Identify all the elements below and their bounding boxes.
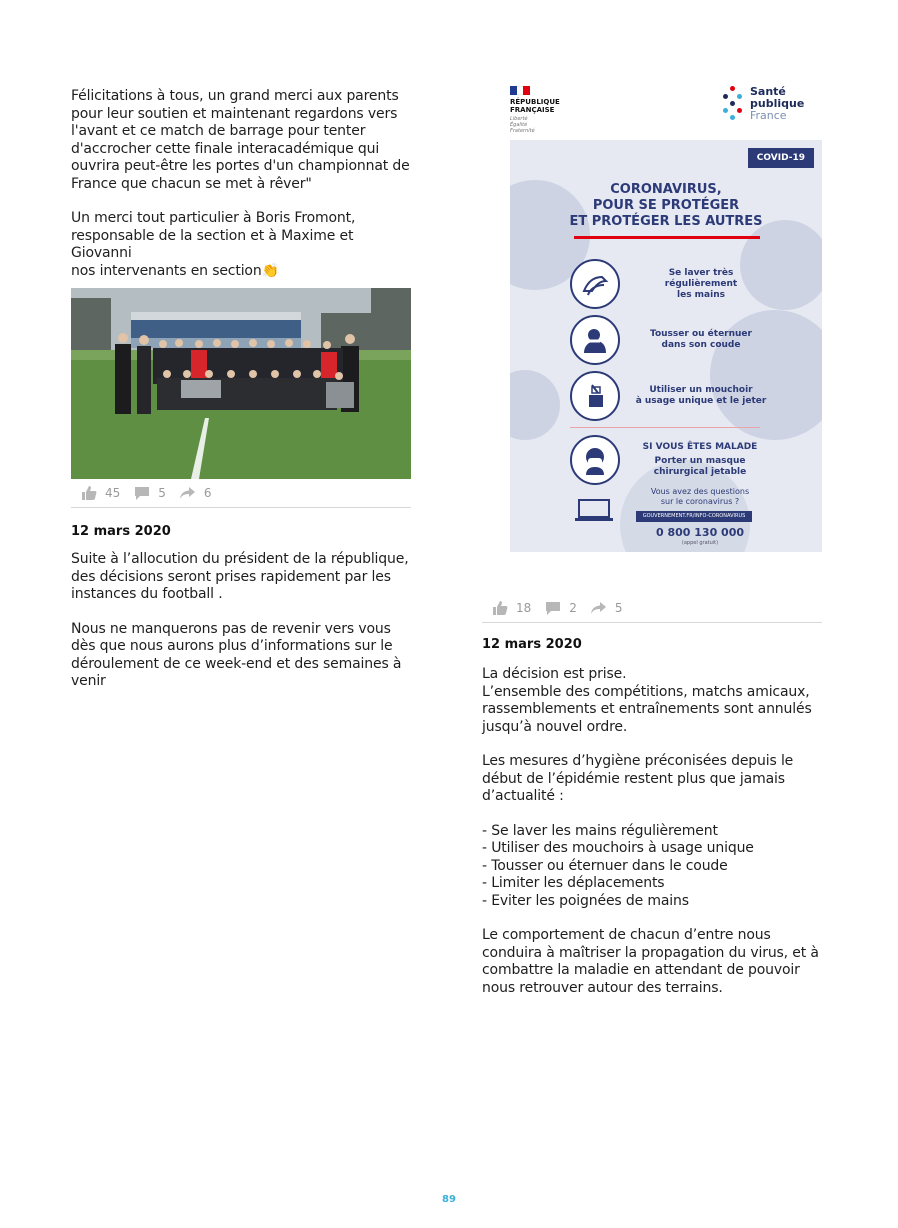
page-number: 89 xyxy=(442,1194,456,1205)
thumbs-up-icon xyxy=(81,486,97,500)
team-photo[interactable] xyxy=(71,288,411,479)
rf-label: RÉPUBLIQUE FRANÇAISE xyxy=(510,98,560,114)
post-date: 12 mars 2020 xyxy=(71,524,171,539)
poster-body xyxy=(510,140,822,552)
like-stat[interactable] xyxy=(492,601,531,615)
like-count: 45 xyxy=(105,486,121,500)
spf-name: Santé publique xyxy=(750,85,805,110)
phone-number: 0 800 130 000 xyxy=(655,526,745,539)
poster-title: CORONAVIRUS, POUR SE PROTÉGER ET PROTÉGER LES AUTRES xyxy=(569,182,763,229)
step-wash-hands xyxy=(570,258,770,310)
share-icon xyxy=(180,486,196,500)
phone-note: (appel gratuit) xyxy=(681,540,719,546)
like-stat[interactable] xyxy=(81,486,120,500)
comment-stat[interactable] xyxy=(545,601,577,615)
share-count: 5 xyxy=(614,601,623,615)
rf-motto: Liberté Égalité Fraternité xyxy=(510,116,535,134)
post-text: Le comportement de chacun d’entre nous conduira à maîtriser la propagation du virus, et à combattre la maladie en attendant de pouvoir nous retrouver autour des terrains. xyxy=(482,927,819,996)
website-bar: GOUVERNEMENT.FR/INFO-CORONAVIRUS xyxy=(636,511,752,522)
post-text: Suite à l’allocution du président de la république, des décisions seront prises rapidement par les instances du football . xyxy=(71,551,409,602)
face-mask-icon xyxy=(570,435,620,485)
share-stat[interactable] xyxy=(591,601,623,615)
comment-icon xyxy=(545,601,561,615)
wash-hands-icon xyxy=(570,259,620,309)
comment-icon xyxy=(134,486,150,500)
step-mask xyxy=(570,434,630,486)
thanks-text xyxy=(71,210,411,280)
share-icon xyxy=(591,601,607,615)
intro-text: Félicitations à tous, un grand merci aux parents pour leur soutien et maintenant regardons vers l'avant et ce match de barrage pour tenter d'accrocher cette finale interacadémique qui ouvrira peut-être les portes d'un championnat de France que chacun se met à rêver" xyxy=(71,88,410,192)
thanks-body: Un merci tout particulier à Boris Fromont, responsable de la section et à Maxime et Giovanni nos intervenants en section xyxy=(71,210,356,279)
thumbs-up-icon xyxy=(492,601,508,615)
title-underline xyxy=(574,236,760,239)
cough-elbow-icon xyxy=(570,315,620,365)
poster-separator xyxy=(570,427,760,428)
post-stats xyxy=(482,594,822,622)
clap-emoji: 👏 xyxy=(261,262,279,279)
step-cough-elbow xyxy=(570,314,770,366)
right-column xyxy=(482,82,822,997)
laptop-icon xyxy=(574,498,614,526)
french-flag-icon xyxy=(510,86,530,95)
tissue-bin-icon xyxy=(570,371,620,421)
share-stat[interactable] xyxy=(180,486,212,500)
comment-count: 5 xyxy=(158,486,166,500)
sick-body: Porter un masque chirurgical jetable xyxy=(653,456,747,477)
virus-decoration xyxy=(510,370,560,440)
hygiene-list: - Se laver les mains régulièrement - Utiliser des mouchoirs à usage unique - Tousser ou éternuer dans le coude - Limiter les déplacements - Eviter les poignées de mains xyxy=(482,822,754,909)
republique-francaise-logo xyxy=(510,86,580,134)
covid-badge: COVID-19 xyxy=(748,148,814,168)
post-stats xyxy=(71,479,411,507)
like-count: 18 xyxy=(516,601,532,615)
questions-text: Vous avez des questions sur le coronavirus ? xyxy=(650,487,750,506)
comment-count: 2 xyxy=(569,601,577,615)
step-label: Se laver très régulièrement les mains xyxy=(664,267,738,300)
step-label: Tousser ou éternuer dans son coude xyxy=(650,329,752,350)
sante-publique-france-logo xyxy=(720,84,804,124)
spf-country: France xyxy=(750,109,787,122)
comment-stat[interactable] xyxy=(134,486,166,500)
post-text: La décision est prise. L’ensemble des compétitions, matchs amicaux, rassemblements et entraînements sont annulés jusqu’à nouvel ordre. xyxy=(482,666,812,735)
share-count: 6 xyxy=(203,486,212,500)
sick-title: SI VOUS ÊTES MALADE xyxy=(642,442,758,452)
spf-label xyxy=(750,86,804,122)
post-date: 12 mars 2020 xyxy=(482,637,582,652)
team-photo-image xyxy=(71,288,411,479)
left-column xyxy=(71,88,411,691)
step-tissue xyxy=(570,370,770,422)
step-label: Utiliser un mouchoir à usage unique et le jeter xyxy=(635,385,767,406)
covid-poster[interactable] xyxy=(482,82,822,552)
spf-dots-icon xyxy=(720,84,746,124)
post-text: Nous ne manquerons pas de revenir vers vous dès que nous aurons plus d’informations sur le déroulement de ce week-end et des semaines à venir xyxy=(71,620,402,689)
post-text: Les mesures d’hygiène préconisées depuis le début de l’épidémie restent plus que jamais d’actualité : xyxy=(482,753,794,804)
